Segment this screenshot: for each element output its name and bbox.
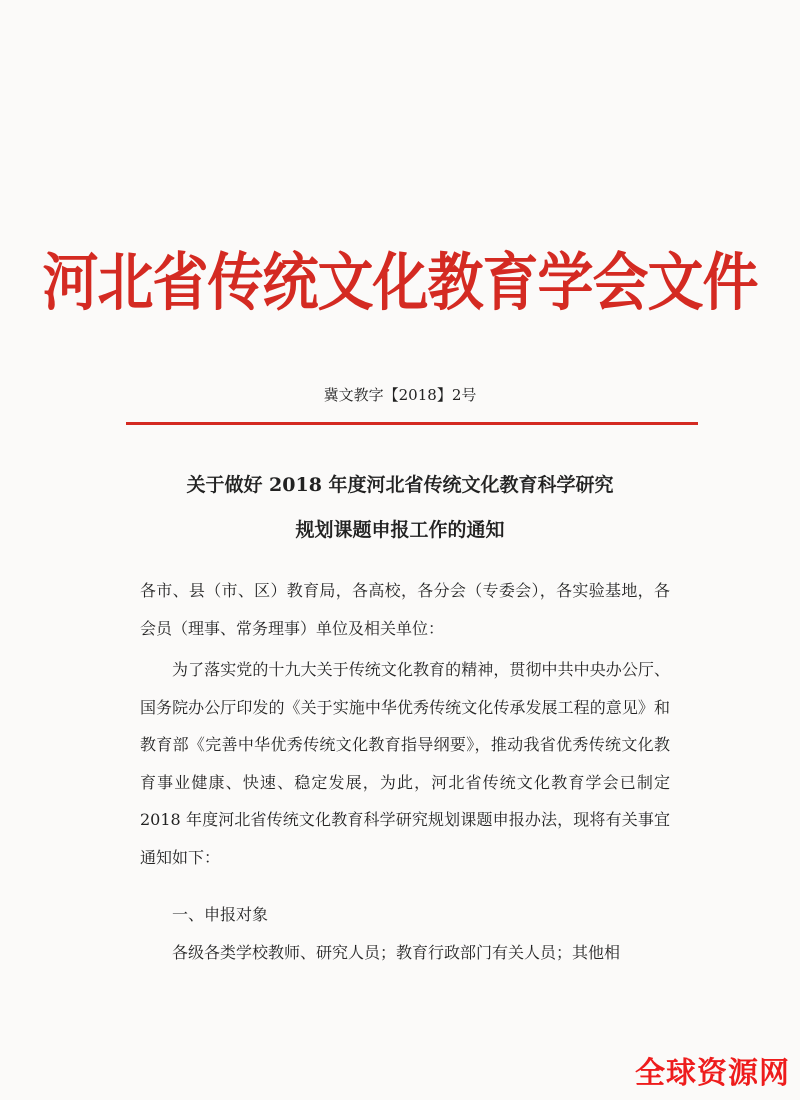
body-paragraph: 为了落实党的十九大关于传统文化教育的精神，贯彻中共中央办公厅、国务院办公厅印发的《关于实施中华优秀传统文化传承发展工程的意见》和教育部《完善中华优秀传统文化教育指导纲要》，推动我省优秀传统文化教育事业健康、快速、稳定发展，为此，河北省传统文化教育学会已制定 2018 年度河北省传统文化教育科学研究规划课题申报办法，现将有关事宜通知如下： <box>140 660 670 867</box>
watermark-logo: 全球资源网 <box>635 1056 790 1091</box>
document-number: 冀文教字【2018】2号 <box>323 386 477 404</box>
masthead-title: 河北省传统文化教育学会文件 <box>42 246 758 320</box>
notice-title-line-2: 规划课题申报工作的通知 <box>295 519 505 541</box>
section-text: 各级各类学校教师、研究人员；教育行政部门有关人员；其他相 <box>172 943 621 962</box>
red-divider-rule <box>126 422 698 425</box>
section-heading: 一、申报对象 <box>172 905 269 924</box>
notice-title-line-1: 关于做好 2018 年度河北省传统文化教育科学研究 <box>186 474 614 496</box>
address-paragraph: 各市、县（市、区）教育局，各高校，各分会（专委会），各实验基地，各会员（理事、常务理事）单位及相关单位： <box>140 581 670 638</box>
